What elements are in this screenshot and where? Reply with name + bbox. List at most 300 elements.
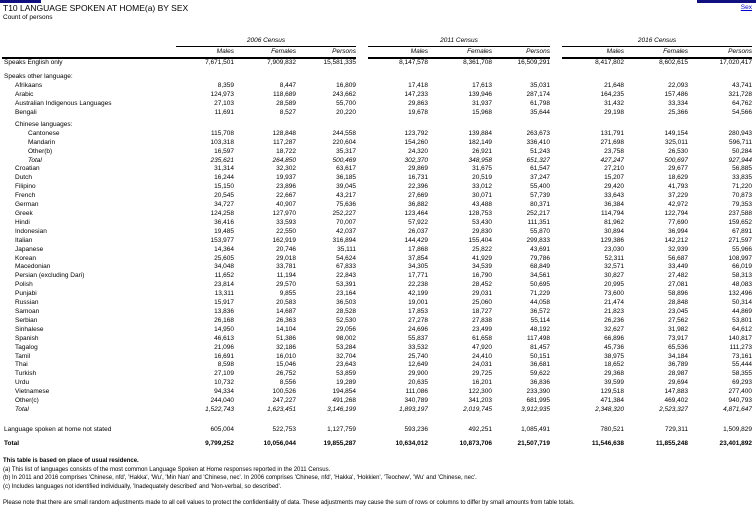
cell-value: 8,147,578: [399, 59, 429, 66]
cell-value: 43,691: [530, 245, 551, 253]
group-gap: [356, 228, 368, 237]
cell-value: [624, 121, 688, 130]
cell-value: 81,457: [530, 343, 551, 351]
cell-value: 2,348,320: [595, 405, 625, 413]
cell-value: 123,792: [404, 129, 429, 137]
sex-column-header: Persons: [492, 47, 550, 59]
group-gap: [550, 174, 562, 183]
cell-value: 22,238: [408, 281, 429, 289]
cell-value: 59,622: [530, 370, 551, 378]
cell-value: 37,854: [408, 254, 429, 262]
cell-value: 48,192: [530, 325, 551, 333]
row-label: Punjabi: [15, 290, 37, 298]
cell-value: 55,870: [530, 227, 551, 235]
cell-value: 15,917: [214, 299, 234, 307]
cell-value: 28,589: [276, 100, 296, 108]
table-row: [2, 139, 752, 148]
group-gap: [356, 246, 368, 255]
cell-value: 14,687: [276, 307, 296, 315]
cell-value: 244,040: [210, 397, 234, 405]
cell-value: 37,247: [530, 174, 551, 182]
group-gap: [550, 192, 562, 201]
row-label: Chinese languages:: [15, 120, 73, 128]
group-gap: [356, 165, 368, 174]
row-label: Speaks other language:: [4, 73, 73, 81]
cell-value: 58,355: [732, 370, 753, 378]
group-gap: [356, 440, 368, 449]
cell-value: [176, 73, 234, 82]
group-gap: [550, 379, 562, 388]
table-row: [2, 192, 752, 201]
cell-value: 45,736: [604, 343, 625, 351]
cell-value: 26,168: [214, 316, 234, 324]
cell-value: [428, 121, 492, 130]
cell-value: 73,161: [732, 352, 753, 360]
group-gap: [550, 344, 562, 353]
cell-value: 154,260: [404, 138, 429, 146]
row-label: Cantonese: [28, 129, 60, 137]
cell-value: 1,509,829: [723, 425, 753, 433]
page-title: T10 LANGUAGE SPOKEN AT HOME(a) BY SEX: [3, 3, 189, 13]
cell-value: 36,384: [604, 201, 625, 209]
cell-value: 16,790: [472, 272, 493, 280]
cell-value: 77,690: [668, 218, 689, 226]
group-gap: [356, 388, 368, 397]
group-gap: [356, 397, 368, 406]
group-gap: [356, 406, 368, 415]
cell-value: 54,624: [336, 254, 357, 262]
cell-value: 42,037: [336, 227, 357, 235]
cell-value: 98,002: [336, 334, 357, 342]
group-gap: [550, 47, 562, 59]
cell-value: 21,823: [604, 307, 625, 315]
cell-value: 124,258: [210, 210, 234, 217]
table-header: [2, 36, 752, 58]
cell-value: 336,410: [526, 138, 551, 146]
group-gap: [356, 130, 368, 139]
table-row: [2, 335, 752, 344]
cell-value: 299,833: [526, 236, 551, 244]
cell-value: 940,793: [728, 397, 753, 405]
cell-value: 9,855: [279, 290, 296, 298]
row-label: Turkish: [15, 370, 37, 378]
cell-value: 35,317: [336, 147, 357, 155]
row-label: French: [15, 192, 36, 200]
cell-value: 28,848: [668, 299, 689, 307]
cell-value: 58,313: [732, 272, 753, 280]
cell-value: 8,417,802: [595, 59, 625, 66]
group-gap: [356, 237, 368, 246]
cell-value: 596,711: [729, 138, 753, 146]
cell-value: 1,623,451: [267, 405, 296, 413]
group-gap: [356, 344, 368, 353]
cell-value: 46,613: [214, 334, 234, 342]
cell-value: 50,151: [530, 352, 551, 360]
group-gap: [550, 361, 562, 370]
cell-value: 29,031: [472, 290, 493, 298]
cell-value: 23,758: [604, 147, 625, 155]
group-gap: [550, 82, 562, 91]
row-label: Arabic: [15, 91, 34, 99]
cell-value: 30,827: [604, 272, 625, 280]
sex-nav-link[interactable]: Sex: [740, 4, 752, 11]
cell-value: 29,018: [276, 254, 296, 262]
census-group-header: 2016 Census: [562, 36, 752, 47]
row-label: Tamil: [15, 352, 31, 360]
cell-value: 33,532: [408, 343, 429, 351]
cell-value: [428, 73, 492, 82]
group-gap: [550, 121, 562, 130]
row-label-header: [2, 47, 176, 59]
group-gap: [550, 353, 562, 362]
row-label: Croatian: [15, 165, 40, 173]
cell-value: 1,522,743: [205, 405, 234, 413]
cell-value: 23,643: [336, 361, 357, 369]
cell-value: 36,681: [530, 361, 551, 369]
group-gap: [356, 201, 368, 210]
group-gap: [550, 370, 562, 379]
group-gap: [550, 246, 562, 255]
cell-value: 16,201: [472, 379, 493, 387]
cell-value: [234, 73, 296, 82]
table-row: [2, 353, 752, 362]
sex-column-header: Males: [368, 47, 428, 59]
cell-value: 29,900: [408, 370, 429, 378]
cell-value: 139,946: [468, 91, 493, 99]
group-gap: [550, 219, 562, 228]
row-label: Tagalog: [15, 343, 38, 351]
cell-value: 139,884: [468, 129, 493, 137]
cell-value: 53,391: [336, 281, 357, 289]
cell-value: 73,917: [668, 334, 689, 342]
cell-value: 1,127,759: [327, 425, 357, 433]
cell-value: 10,634,012: [395, 439, 429, 447]
cell-value: 27,278: [408, 316, 429, 324]
cell-value: 471,384: [600, 397, 625, 405]
cell-value: 43,488: [472, 201, 493, 209]
cell-value: 11,652: [214, 272, 234, 280]
cell-value: 15,150: [214, 183, 234, 191]
cell-value: 34,048: [214, 263, 234, 271]
cell-value: 19,855,287: [323, 439, 357, 447]
cell-value: 39,599: [604, 379, 625, 387]
cell-value: 287,174: [526, 91, 551, 99]
group-gap: [356, 308, 368, 317]
cell-value: 30,894: [604, 227, 625, 235]
cell-value: 2,523,327: [659, 405, 689, 413]
group-gap: [356, 317, 368, 326]
cell-value: 8,602,615: [659, 59, 689, 66]
table-row: [2, 73, 752, 82]
table-row: [2, 201, 752, 210]
table-row: [2, 219, 752, 228]
cell-value: 1,893,197: [399, 405, 429, 413]
cell-value: 16,244: [214, 174, 234, 182]
cell-value: 149,154: [664, 129, 689, 137]
table-row: [2, 130, 752, 139]
cell-value: 111,351: [527, 218, 551, 226]
cell-value: 159,652: [728, 218, 753, 226]
cell-value: 33,012: [472, 183, 493, 191]
language-by-sex-table: [2, 36, 752, 449]
census-group-header: 2006 Census: [176, 36, 356, 47]
row-label: Japanese: [15, 245, 44, 253]
top-right-accent-bar: [697, 0, 756, 3]
cell-value: 122,300: [468, 388, 493, 396]
group-gap: [550, 272, 562, 281]
cell-value: 33,449: [668, 263, 689, 271]
cell-value: 37,229: [668, 192, 689, 200]
group-gap: [356, 183, 368, 192]
cell-value: 118,689: [272, 91, 296, 99]
row-label: German: [15, 201, 39, 209]
cell-value: 23,045: [668, 307, 689, 315]
cell-value: 20,746: [276, 245, 296, 253]
group-gap: [550, 109, 562, 118]
cell-value: 8,556: [279, 379, 296, 387]
cell-value: 55,400: [530, 183, 551, 191]
cell-value: 8,447: [279, 82, 296, 90]
cell-value: 36,994: [668, 227, 689, 235]
cell-value: 66,019: [732, 263, 753, 271]
cell-value: 36,185: [336, 174, 357, 182]
group-gap: [356, 36, 368, 47]
footnote-a: (a) This list of languages consists of the most common Language Spoken at Home responses reported in the 2011 Census.: [3, 466, 331, 473]
cell-value: 252,227: [332, 210, 357, 217]
cell-value: 53,430: [472, 218, 493, 226]
cell-value: 33,781: [276, 263, 296, 271]
cell-value: 26,752: [276, 370, 296, 378]
table-row: [2, 361, 752, 370]
cell-value: 35,031: [530, 82, 551, 90]
cell-value: 29,368: [604, 370, 625, 378]
cell-value: [296, 121, 356, 130]
cell-value: 25,366: [668, 109, 689, 117]
cell-value: 23,814: [214, 281, 234, 289]
cell-value: 16,509,291: [517, 59, 551, 66]
cell-value: 605,004: [210, 425, 234, 433]
cell-value: 32,939: [668, 245, 689, 253]
cell-value: 29,056: [336, 325, 357, 333]
group-gap: [550, 440, 562, 449]
cell-value: 52,311: [604, 254, 625, 262]
group-gap: [356, 174, 368, 183]
cell-value: 70,007: [336, 218, 357, 226]
cell-value: 63,617: [336, 165, 357, 173]
cell-value: 65,536: [668, 343, 689, 351]
table-row: [2, 210, 752, 219]
row-label: Urdu: [15, 379, 30, 387]
cell-value: [368, 73, 428, 82]
cell-value: 22,667: [276, 192, 296, 200]
cell-value: 28,452: [472, 281, 493, 289]
table-row: [2, 121, 752, 130]
cell-value: 15,968: [472, 109, 493, 117]
cell-value: 57,739: [530, 192, 551, 200]
cell-value: 50,695: [530, 281, 551, 289]
cell-value: 28,987: [668, 370, 689, 378]
cell-value: 36,503: [336, 299, 357, 307]
cell-value: 8,359: [217, 82, 234, 90]
table-row: [2, 82, 752, 91]
table-row: [2, 299, 752, 308]
cell-value: 500,697: [664, 156, 689, 164]
cell-value: 29,420: [604, 183, 625, 191]
table-row: [2, 228, 752, 237]
row-label: Total: [15, 405, 29, 413]
cell-value: 243,662: [332, 91, 357, 99]
cell-value: 115,708: [210, 129, 234, 137]
row-label: Total: [28, 156, 42, 164]
cell-value: 20,995: [604, 281, 625, 289]
cell-value: 100,526: [272, 388, 296, 396]
cell-value: 36,789: [668, 361, 689, 369]
cell-value: 17,771: [408, 272, 429, 280]
table-row: [2, 440, 752, 449]
cell-value: 16,010: [276, 352, 296, 360]
cell-value: 19,485: [214, 227, 234, 235]
cell-value: [296, 73, 356, 82]
group-gap: [356, 139, 368, 148]
group-gap: [550, 397, 562, 406]
cell-value: 8,361,708: [463, 59, 493, 66]
table-row: [2, 58, 752, 68]
cell-value: 651,327: [526, 156, 551, 164]
cell-value: [492, 121, 550, 130]
group-gap: [550, 299, 562, 308]
row-label: Thai: [15, 361, 28, 369]
cell-value: 24,696: [408, 325, 429, 333]
cell-value: 36,572: [530, 307, 551, 315]
cell-value: 247,227: [272, 397, 296, 405]
cell-value: 340,789: [404, 397, 429, 405]
table-row: [2, 370, 752, 379]
cell-value: 17,868: [408, 245, 429, 253]
row-label: Afrikaans: [15, 82, 43, 90]
group-gap: [550, 426, 562, 435]
group-gap: [550, 406, 562, 415]
cell-value: 117,287: [272, 138, 296, 146]
cell-value: 53,859: [336, 370, 357, 378]
cell-value: 29,677: [668, 165, 689, 173]
cell-value: 20,583: [276, 299, 296, 307]
cell-value: 30,071: [472, 192, 493, 200]
cell-value: 4,871,647: [723, 405, 753, 413]
cell-value: 129,386: [600, 236, 625, 244]
cell-value: 14,104: [276, 325, 296, 333]
group-gap: [550, 290, 562, 299]
cell-value: 73,600: [604, 290, 625, 298]
cell-value: 321,728: [728, 91, 753, 99]
sex-column-header: Males: [176, 47, 234, 59]
cell-value: 55,444: [732, 361, 753, 369]
table-row: [2, 174, 752, 183]
cell-value: 31,937: [472, 100, 493, 108]
footnotes: [3, 457, 753, 508]
group-gap: [356, 326, 368, 335]
cell-value: 23,030: [604, 245, 625, 253]
cell-value: 16,809: [336, 82, 357, 90]
cell-value: 24,320: [408, 147, 429, 155]
group-gap: [550, 165, 562, 174]
cell-value: 1,085,491: [521, 425, 551, 433]
cell-value: 19,289: [336, 379, 357, 387]
cell-value: 469,402: [664, 397, 689, 405]
cell-value: 25,740: [408, 352, 429, 360]
cell-value: 302,370: [404, 156, 429, 164]
cell-value: 22,843: [336, 272, 357, 280]
cell-value: 3,912,935: [521, 405, 551, 413]
cell-value: 50,314: [732, 299, 753, 307]
group-gap: [356, 47, 368, 59]
row-label: Speaks English only: [4, 59, 63, 66]
group-gap: [550, 148, 562, 157]
cell-value: 19,678: [408, 109, 429, 117]
cell-value: 34,184: [668, 352, 689, 360]
cell-value: 128,753: [468, 210, 493, 217]
cell-value: 32,186: [276, 343, 296, 351]
group-gap: [356, 82, 368, 91]
cell-value: 42,972: [668, 201, 689, 209]
cell-value: 29,694: [668, 379, 689, 387]
cell-value: 15,581,335: [323, 59, 357, 66]
cell-value: [688, 121, 752, 130]
cell-value: 10,732: [214, 379, 234, 387]
cell-value: 7,909,832: [267, 59, 296, 66]
group-gap: [356, 263, 368, 272]
cell-value: 17,853: [408, 307, 429, 315]
cell-value: [492, 73, 550, 82]
cell-value: 500,469: [332, 156, 357, 164]
cell-value: 27,210: [604, 165, 625, 173]
row-label: Bengali: [15, 109, 37, 117]
cell-value: 79,353: [732, 201, 753, 209]
cell-value: 75,636: [336, 201, 357, 209]
cell-value: 81,962: [604, 218, 625, 226]
group-gap: [356, 255, 368, 264]
cell-value: 103,318: [210, 138, 234, 146]
cell-value: 29,830: [472, 227, 493, 235]
cell-value: 29,570: [276, 281, 296, 289]
residence-note: This table is based on place of usual residence.: [3, 458, 139, 464]
cell-value: 67,891: [732, 227, 753, 235]
cell-value: 24,031: [472, 361, 493, 369]
census-group-header: 2011 Census: [368, 36, 550, 47]
row-label: Russian: [15, 299, 39, 307]
cell-value: 10,873,706: [459, 439, 493, 447]
cell-value: 13,311: [214, 290, 234, 298]
cell-value: 316,894: [332, 236, 357, 244]
cell-value: 20,220: [336, 109, 357, 117]
cell-value: 155,404: [468, 236, 493, 244]
cell-value: 23,499: [472, 325, 493, 333]
cell-value: 43,217: [336, 192, 357, 200]
row-label: Persian (excluding Dari): [15, 272, 85, 280]
cell-value: 17,613: [472, 82, 493, 90]
table-row: [2, 344, 752, 353]
cell-value: 20,545: [214, 192, 234, 200]
sex-column-header: Females: [428, 47, 492, 59]
group-gap: [356, 210, 368, 219]
group-gap: [356, 58, 368, 68]
cell-value: 33,835: [732, 174, 753, 182]
cell-value: 25,605: [214, 254, 234, 262]
cell-value: 35,644: [530, 109, 551, 117]
cell-value: 55,700: [336, 100, 357, 108]
cell-value: 44,058: [530, 299, 551, 307]
cell-value: 142,212: [664, 236, 689, 244]
cell-value: 36,882: [408, 201, 429, 209]
